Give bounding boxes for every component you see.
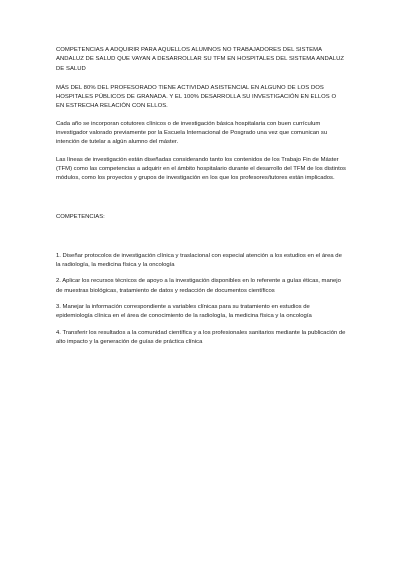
- body-paragraph-cotutores: Cada año se incorporan cotutores clínicos o de investigación básica hospitalaria con buen currículum investigador valorado previamente por la Escuela Internacional de Posgrado una vez que comunican su intención de tutelar a algún alumno del máster.: [56, 120, 328, 146]
- competencia-item-4: 4. Transferir los resultados a la comunidad científica y a los profesionales sanitarios mediante la publicación de alto impacto y la generación de guías de práctica clínica: [56, 329, 346, 345]
- competencia-item-1: 1. Diseñar protocolos de investigación clínica y traslacional con especial atención a los estudios en el área de la radiología, la medicina física y la oncología: [56, 252, 342, 269]
- document-page: [56, 46, 346, 347]
- document-heading: COMPETENCIAS A ADQUIRIR PARA AQUELLOS ALUMNOS NO TRABAJADORES DEL SISTEMA ANDALUZ DE SALUD QUE VAYAN A DESARROLLAR SU TFM EN HOSPITALES DEL SISTEMA ANDALUZ DE SALUD: [56, 47, 345, 72]
- intro-paragraph: MÁS DEL 80% DEL PROFESORADO TIENE ACTIVIDAD ASISTENCIAL EN ALGUNO DE LOS DOS HOSPITALES PÚBLICOS DE GRANADA. Y EL 100% DESARROLLA SU INVESTIGACIÓN EN ELLOS O EN ESTRECHA RELACIÓN CON ELLOS.: [56, 84, 337, 110]
- competencia-item-3: 3. Manejar la información correspondiente a variables clínicas para su tratamiento en estudios de epidemiología clínica en el área de conocimiento de la radiología, la medicina física y la oncología: [56, 304, 312, 320]
- competencias-label: COMPETENCIAS:: [56, 213, 105, 220]
- competencia-item-2: 2. Aplicar los recursos técnicos de apoyo a la investigación disponibles en lo referente a guías éticas, manejo de muestras biológicas, tratamiento de datos y redacción de documentos científicos: [56, 278, 341, 294]
- body-paragraph-lineas: Las líneas de investigación están diseñadas considerando tanto los contenidos de los Trabajo Fin de Máster (TFM) como las competencias a adquirir en el ámbito hospitalario durante el desarrollo del TFM de los distintos módulos, como los proyectos y grupos de investigación en los que los profesores/tutores están implicados.: [56, 156, 346, 182]
